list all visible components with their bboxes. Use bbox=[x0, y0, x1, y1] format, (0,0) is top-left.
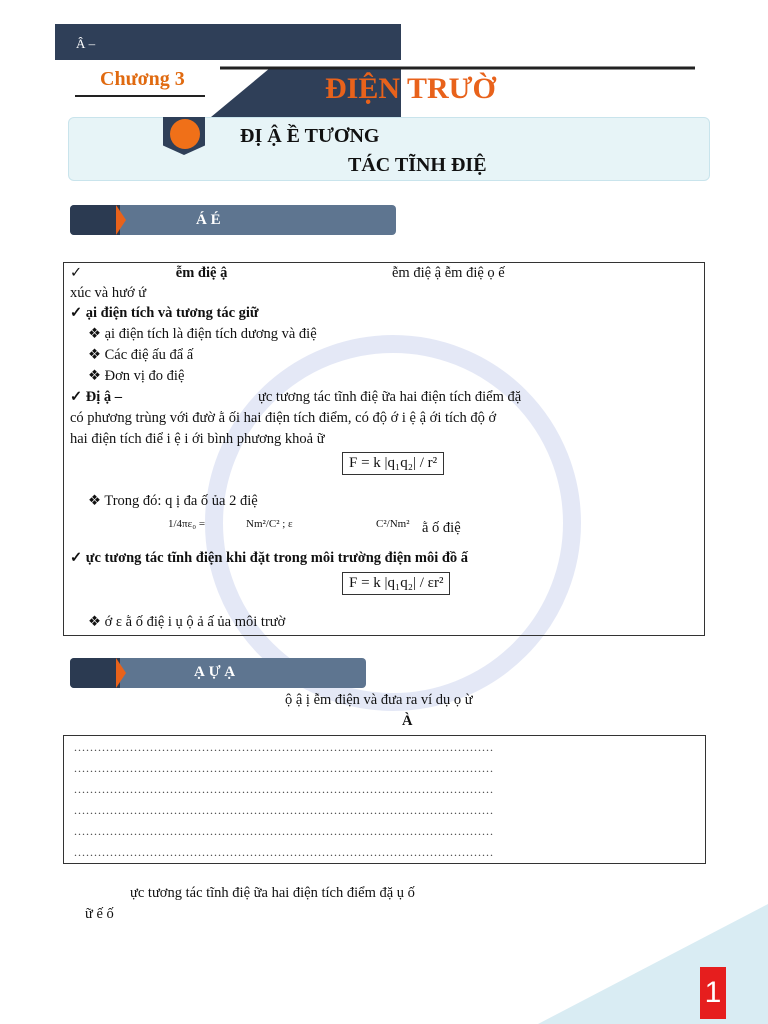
corner-decoration bbox=[538, 904, 768, 1024]
theory-line-1-cont: ễm điệ ậ ễm điệ ọ ế bbox=[392, 265, 505, 281]
question-1-sub: À bbox=[402, 713, 413, 729]
answer-line-3: ......................................................................................................... bbox=[74, 782, 494, 796]
coulomb-formula: F = k |q₁q₂| / r² bbox=[342, 452, 444, 475]
chapter-label: Chương 3 bbox=[100, 68, 185, 90]
theory-line-7: ✓ Đị ậ – bbox=[70, 389, 123, 405]
answer-line-5: ......................................................................................................... bbox=[74, 824, 494, 838]
theory-line-7-cont: ực tương tác tĩnh điệ ữa hai điện tích điểm đặ bbox=[258, 389, 522, 405]
question-2-cont: ữ ế ố bbox=[85, 906, 114, 922]
answer-line-4: ......................................................................................................... bbox=[74, 803, 494, 817]
question-1: ộ ậ ị ễm điện và đưa ra ví dụ ọ ừ bbox=[285, 692, 473, 708]
topic-line-1: ĐỊ Ậ Ề TƯƠNG bbox=[240, 125, 380, 147]
topic-line-2: TÁC TĨNH ĐIỆ bbox=[348, 154, 487, 176]
theory-line-2: xúc và hướ ứ bbox=[70, 285, 147, 301]
theory-line-9: hai điện tích điể i ệ i ới bình phương khoả ữ bbox=[70, 431, 325, 447]
section-cap-theory bbox=[70, 205, 120, 235]
page-title: ĐIỆN TRƯỜ bbox=[325, 72, 496, 105]
section-title-exercise: Ạ Ự Ạ bbox=[194, 664, 236, 680]
theory-line-1: ✓ ễm điệ ậ bbox=[70, 265, 228, 281]
theory-line-10: ❖ Trong đó: q ị đa ố ủa 2 điệ bbox=[88, 493, 258, 509]
epsilon-unit: C²/Nm² bbox=[376, 518, 410, 530]
theory-line-12: ✓ ực tương tác tĩnh điện khi đặt trong môi trường điện môi đồ ấ bbox=[70, 550, 469, 566]
chevron-right-icon bbox=[116, 205, 126, 235]
theory-line-13: ❖ ớ ε ằ ố điệ i ụ ộ ả ấ ủa môi trườ bbox=[88, 614, 286, 630]
theory-line-11: ằ ố điệ bbox=[422, 520, 461, 536]
topic-circle-icon bbox=[170, 119, 200, 149]
question-2: ực tương tác tĩnh điệ ữa hai điện tích điểm đặ ụ ố bbox=[130, 885, 415, 901]
theory-line-8: có phương trùng với đườ ằ ối hai điện tích điểm, có độ ớ i ệ ậ ới tích độ ớ bbox=[70, 410, 497, 426]
constant-unit: Nm²/C² ; ε bbox=[246, 518, 293, 530]
answer-line-1: ......................................................................................................... bbox=[74, 740, 494, 754]
coulomb-formula-dielectric: F = k |q₁q₂| / εr² bbox=[342, 572, 450, 595]
answer-line-6: ......................................................................................................... bbox=[74, 845, 494, 859]
topic-title bbox=[240, 122, 660, 180]
theory-line-6: ❖ Đơn vị đo điệ bbox=[88, 368, 185, 384]
constant-k: 1/4πε₀ = bbox=[168, 518, 206, 530]
header-band-text: Â – bbox=[76, 36, 96, 51]
theory-line-3: ✓ ại điện tích và tương tác giữ bbox=[70, 305, 259, 321]
page-number: 1 bbox=[700, 967, 726, 1019]
section-title-theory: Á É bbox=[196, 212, 221, 228]
chevron-right-icon-2 bbox=[116, 658, 126, 688]
answer-line-2: ......................................................................................................... bbox=[74, 761, 494, 775]
theory-line-4: ❖ ại điện tích là điện tích dương và điệ bbox=[88, 326, 317, 342]
theory-line-5: ❖ Các điệ ấu đẩ ấ bbox=[88, 347, 194, 363]
section-cap-exercise bbox=[70, 658, 120, 688]
